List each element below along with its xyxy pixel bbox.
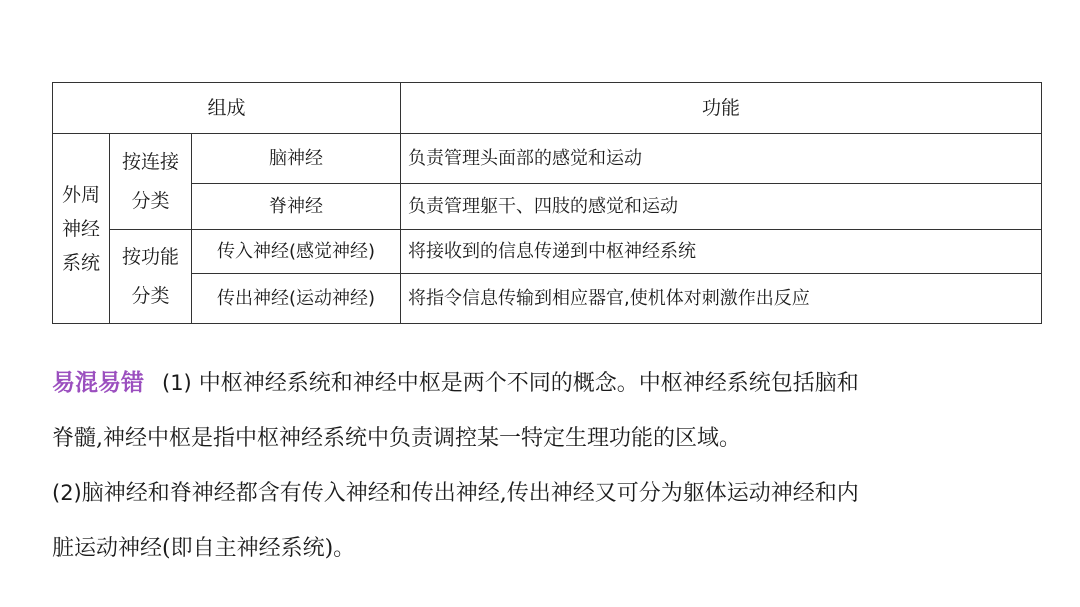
nerve-function-spinal: 负责管理躯干、四肢的感觉和运动 bbox=[401, 184, 1042, 230]
nerve-function-afferent: 将接收到的信息传递到中枢神经系统 bbox=[401, 230, 1042, 274]
note-paragraph-1-cont bbox=[52, 411, 1052, 466]
category-label-line: 分类 bbox=[131, 189, 170, 212]
group-label-line: 神经 bbox=[61, 217, 100, 240]
category-label-line: 按功能 bbox=[121, 245, 179, 268]
common-mistakes-note bbox=[52, 356, 1052, 576]
nerve-function-cranial: 负责管理头面部的感觉和运动 bbox=[401, 134, 1042, 184]
table-row bbox=[53, 274, 1042, 324]
note-paragraph-2 bbox=[52, 466, 1052, 521]
nerve-classification-table bbox=[52, 82, 1042, 324]
note-item-number: (1) bbox=[162, 371, 192, 395]
by-function-label bbox=[110, 230, 192, 324]
note-paragraph-1 bbox=[52, 356, 1052, 411]
table-header-row bbox=[53, 83, 1042, 134]
nerve-function-efferent: 将指令信息传输到相应器官,使机体对刺激作出反应 bbox=[401, 274, 1042, 324]
note-paragraph-2-cont bbox=[52, 521, 1052, 576]
note-tag: 易混易错 bbox=[52, 370, 144, 396]
note-text: 脑神经和脊神经都含有传入神经和传出神经,传出神经又可分为躯体运动神经和内 bbox=[81, 481, 859, 506]
note-text: 脊髓,神经中枢是指中枢神经系统中负责调控某一特定生理功能的区域。 bbox=[52, 426, 741, 451]
header-function: 功能 bbox=[401, 83, 1042, 134]
header-composition: 组成 bbox=[53, 83, 401, 134]
peripheral-nervous-system-label bbox=[53, 134, 110, 324]
table-row bbox=[53, 184, 1042, 230]
note-item-number: (2) bbox=[52, 481, 82, 505]
nerve-name-efferent: 传出神经(运动神经) bbox=[192, 274, 401, 324]
table-row bbox=[53, 134, 1042, 184]
category-label-line: 分类 bbox=[131, 284, 170, 307]
table-row bbox=[53, 230, 1042, 274]
category-label-line: 按连接 bbox=[121, 150, 179, 173]
by-connection-label bbox=[110, 134, 192, 230]
group-label-line: 外周 bbox=[61, 183, 100, 206]
note-text: 脏运动神经(即自主神经系统)。 bbox=[52, 536, 356, 561]
note-text: 中枢神经系统和神经中枢是两个不同的概念。中枢神经系统包括脑和 bbox=[198, 371, 859, 396]
nerve-name-spinal: 脊神经 bbox=[192, 184, 401, 230]
nerve-name-cranial: 脑神经 bbox=[192, 134, 401, 184]
group-label-line: 系统 bbox=[61, 251, 100, 274]
nerve-name-afferent: 传入神经(感觉神经) bbox=[192, 230, 401, 274]
